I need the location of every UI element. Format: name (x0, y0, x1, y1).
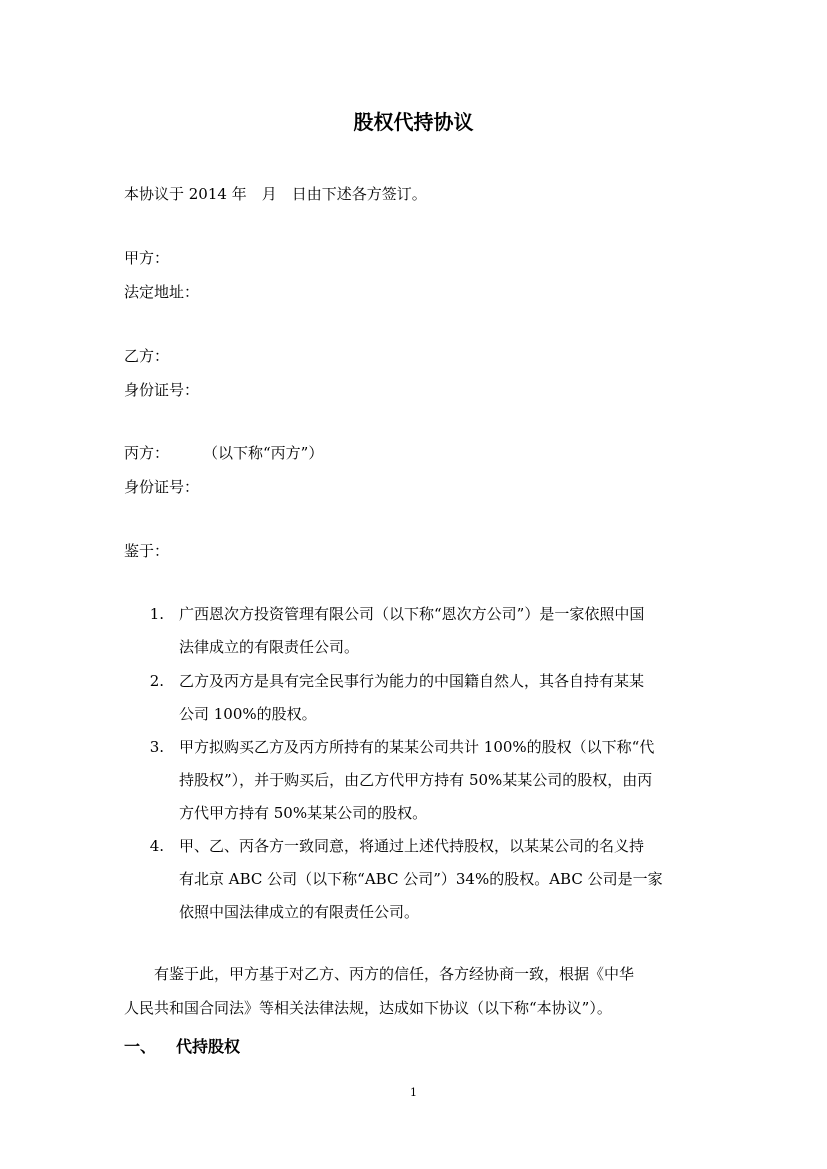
recital-number: 1. (149, 605, 164, 623)
party-c-id-label: 身份证号： (124, 478, 200, 496)
recital-number: 3. (149, 738, 164, 756)
section-number: 一、 (124, 1037, 157, 1056)
recital-line: 有北京 ABC 公司（以下称“ABC 公司”）34%的股权。ABC 公司是一家 (179, 870, 663, 888)
page-number: 1 (410, 1086, 417, 1099)
whereas-label: 鉴于： (124, 542, 170, 560)
section-heading (124, 1036, 240, 1058)
recital-line: 甲方拟购买乙方及丙方所持有的某某公司共计 100%的股权（以下称“代 (179, 738, 655, 756)
recital-line: 依照中国法律成立的有限责任公司。 (179, 903, 420, 921)
closing-line: 有鉴于此，甲方基于对乙方、丙方的信任，各方经协商一致，根据《中华 (124, 965, 635, 983)
party-b-id-label: 身份证号： (124, 381, 200, 399)
closing-line: 人民共和国合同法》等相关法律法规，达成如下协议（以下称“本协议”）。 (124, 999, 612, 1017)
recital-line: 公司 100%的股权。 (179, 705, 317, 723)
recital-line: 乙方及丙方是具有完全民事行为能力的中国籍自然人，其各自持有某某 (179, 672, 645, 690)
section-title: 代持股权 (176, 1037, 241, 1056)
recital-number: 4. (149, 837, 164, 855)
document-title: 股权代持协议 (353, 110, 474, 134)
recital-line: 甲、乙、丙各方一致同意，将通过上述代持股权，以某某公司的名义持 (179, 837, 645, 855)
party-a-label: 甲方： (124, 249, 170, 267)
recital-line: 持股权”），并于购买后，由乙方代甲方持有 50%某某公司的股权，由丙 (179, 771, 653, 789)
party-b-label: 乙方： (124, 347, 170, 365)
recital-line: 法律成立的有限责任公司。 (179, 638, 360, 656)
party-a-address-label: 法定地址： (124, 283, 200, 301)
party-c-note: （以下称“丙方”） (203, 444, 324, 462)
recital-line: 方代甲方持有 50%某某公司的股权。 (179, 804, 428, 822)
recital-number: 2. (149, 672, 164, 690)
agreement-date-line: 本协议于 2014 年 月 日由下述各方签订。 (124, 185, 427, 203)
recital-line: 广西恩次方投资管理有限公司（以下称“恩次方公司”）是一家依照中国 (179, 605, 645, 623)
party-c-label: 丙方： (124, 444, 170, 462)
